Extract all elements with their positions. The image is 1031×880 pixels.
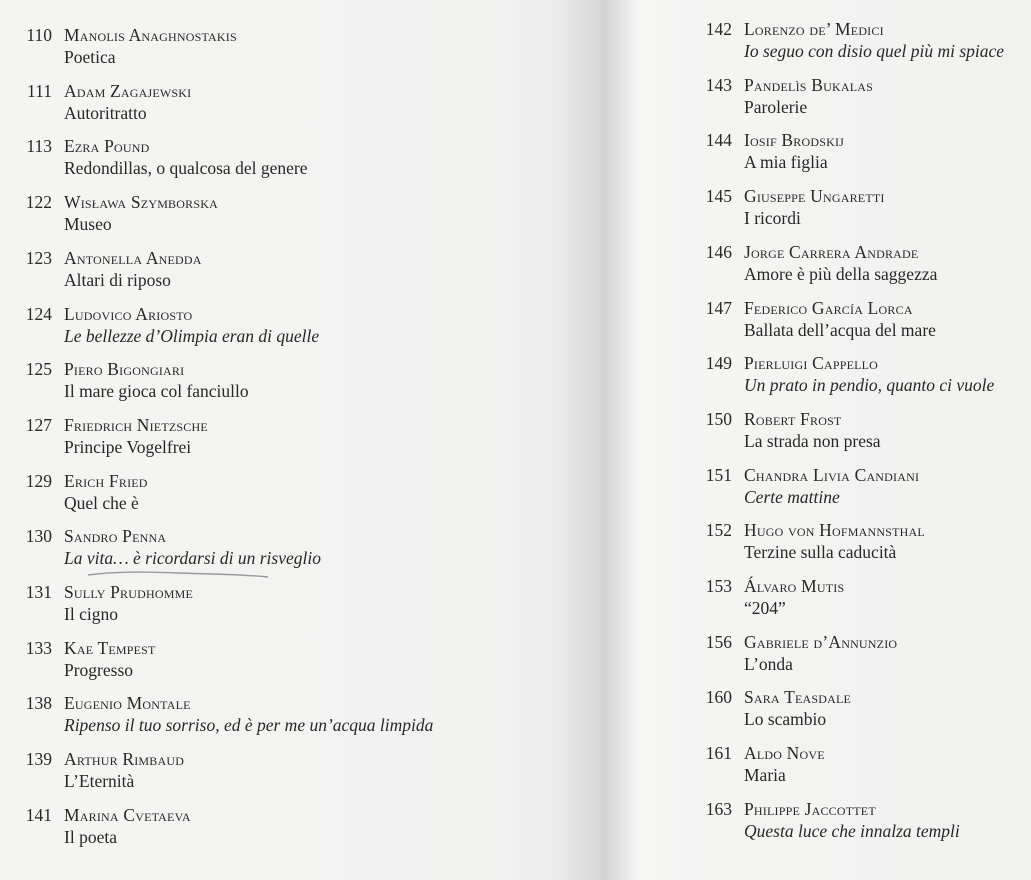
page-number: 143 [705,74,732,95]
page-number: 147 [705,297,732,318]
poem-title: Certe mattine [744,486,840,507]
author-name: Hugo von Hofmannsthal [744,520,925,541]
author-name: Lorenzo de’ Medici [744,19,884,39]
poem-title: Io seguo con disio quel più mi spiace [744,41,1005,61]
page-number: 125 [25,359,52,380]
poem-title: Poetica [64,47,116,67]
poem-title: Principe Vogelfrei [64,436,192,457]
author-name: Chandra Livia Candiani [744,464,920,485]
page-number: 161 [705,743,732,764]
page-number: 141 [25,804,52,825]
page-number: 151 [705,464,732,485]
poem-title: Progresso [64,659,134,680]
page-number: 160 [705,687,732,708]
page-number: 163 [705,798,732,819]
poem-title: Quel che è [64,492,139,513]
page-number: 153 [705,576,732,596]
poem-title: Maria [744,765,786,786]
author-name: Ezra Pound [64,136,150,157]
poem-title: I ricordi [744,208,801,229]
poem-title: A mia figlia [744,152,828,173]
author-name: Sara Teasdale [744,687,852,708]
author-name: Arthur Rimbaud [64,749,185,770]
author-name: Friedrich Nietzsche [64,414,208,435]
page-number: 127 [25,414,52,435]
page-number: 149 [705,353,732,374]
poem-title: Il mare gioca col fanciullo [64,381,249,402]
author-name: Marina Cvetaeva [64,804,191,825]
author-name: Antonella Anedda [64,247,202,268]
page-number: 111 [27,80,52,101]
author-name: Wisława Szymborska [64,192,218,213]
author-name: Eugenio Montale [64,693,191,714]
page-number: 150 [705,408,732,429]
page-number: 138 [25,693,52,714]
author-name: Federico García Lorca [744,297,913,318]
page-number: 142 [705,19,732,39]
poem-title: La vita… è ricordarsi di un risveglio [64,548,321,569]
page-number: 152 [705,520,732,541]
page-number: 145 [705,186,732,207]
author-name: Pandelìs Bukalas [744,74,873,95]
poem-title: Parolerie [744,96,808,117]
page-number: 146 [705,241,732,262]
poem-title: Ballata dell’acqua del mare [744,319,936,340]
poem-title: Amore è più della saggezza [744,263,938,284]
author-name: Gabriele d’Annunzio [744,631,898,652]
poem-title: Autoritratto [64,102,147,123]
poem-title: Ripenso il tuo sorriso, ed è per me un’acqua limpida [64,715,434,736]
poem-title: Le bellezze d’Olimpia eran di quelle [64,325,320,346]
poem-title: Il poeta [64,826,117,847]
author-name: Álvaro Mutis [744,576,845,596]
page-number: 123 [25,247,52,268]
author-name: Pierluigi Cappello [744,353,879,374]
page-number: 129 [25,470,52,491]
author-name: Adam Zagajewski [64,80,192,101]
poem-title: Terzine sulla caducità [744,542,897,563]
page-number: 113 [26,136,52,157]
author-name: Aldo Nove [744,743,825,764]
author-name: Kae Tempest [64,637,156,658]
poem-title: Un prato in pendio, quanto ci vuole [744,375,995,396]
page-number: 139 [25,749,52,770]
page-number: 156 [705,631,732,652]
page-number: 122 [25,192,52,213]
pencil-underline-mark [88,570,268,578]
poem-title: “204” [744,598,786,618]
page-number: 133 [25,637,52,658]
poem-title: Il cigno [64,604,118,624]
poem-title: Redondillas, o qualcosa del genere [64,158,308,179]
page-number: 110 [26,25,52,45]
poem-title: Questa luce che innalza templi [744,820,960,841]
author-name: Ludovico Ariosto [64,303,193,324]
poem-title: Altari di riposo [64,269,171,290]
author-name: Jorge Carrera Andrade [744,241,919,262]
author-name: Philippe Jaccottet [744,798,876,819]
page-number: 144 [705,130,732,151]
poem-title: Museo [64,214,112,235]
author-name: Piero Bigongiari [64,359,185,380]
page-number: 131 [25,582,52,602]
poem-title: La strada non presa [744,430,881,451]
author-name: Sully Prudhomme [64,582,193,602]
page-number: 130 [25,526,52,547]
poem-title: L’onda [744,653,793,674]
page-number: 124 [25,303,52,324]
author-name: Erich Fried [64,470,148,491]
poem-title: Lo scambio [744,709,827,730]
author-name: Robert Frost [744,408,842,429]
author-name: Sandro Penna [64,526,167,547]
poem-title: L’Eternità [64,771,135,792]
author-name: Manolis Anaghnostakis [64,25,237,45]
author-name: Giuseppe Ungaretti [744,186,885,207]
author-name: Iosif Brodskij [744,130,845,151]
